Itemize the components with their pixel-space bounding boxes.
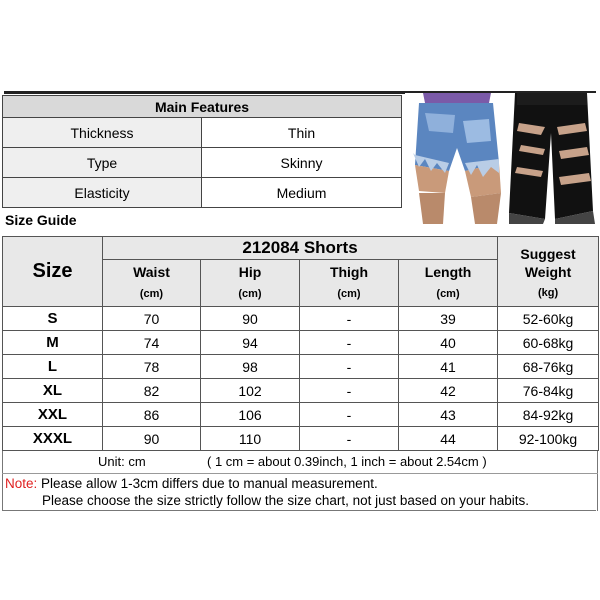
- feature-label: Thickness: [3, 118, 202, 148]
- note-line-1: [5, 475, 378, 492]
- size-column-header: Size: [3, 237, 103, 307]
- length-column-header: [399, 260, 498, 307]
- weight-column-header: [498, 237, 599, 307]
- thigh-cell: -: [300, 427, 399, 451]
- column-name: Length: [424, 264, 472, 280]
- hip-column-header: [201, 260, 300, 307]
- hip-cell: 90: [201, 307, 300, 331]
- size-cell: M: [3, 331, 103, 355]
- feature-row: [3, 118, 402, 148]
- weight-cell: 92-100kg: [498, 427, 599, 451]
- column-unit: (cm): [337, 288, 361, 300]
- size-chart-table: [2, 236, 599, 451]
- waist-cell: 86: [103, 403, 201, 427]
- hip-cell: 94: [201, 331, 300, 355]
- waist-cell: 82: [103, 379, 201, 403]
- table-row: [3, 427, 599, 451]
- weight-cell: 60-68kg: [498, 331, 599, 355]
- hip-cell: 102: [201, 379, 300, 403]
- weight-cell: 76-84kg: [498, 379, 599, 403]
- weight-cell: 68-76kg: [498, 355, 599, 379]
- table-row: [3, 355, 599, 379]
- length-cell: 42: [399, 379, 498, 403]
- column-unit: (cm): [139, 288, 164, 300]
- column-unit: (cm): [436, 288, 460, 300]
- waist-cell: 70: [103, 307, 201, 331]
- unit-text: Unit: cm: [98, 454, 146, 469]
- weight-header-label: Suggest Weight: [520, 245, 576, 280]
- feature-label: Type: [3, 148, 202, 178]
- length-cell: 41: [399, 355, 498, 379]
- feature-value: Skinny: [202, 148, 402, 178]
- hip-cell: 98: [201, 355, 300, 379]
- conversion-text: ( 1 cm = about 0.39inch, 1 inch = about 2.54cm ): [207, 454, 487, 469]
- main-features-table: [2, 95, 402, 208]
- table-row: [3, 307, 599, 331]
- column-name: Waist: [133, 264, 170, 280]
- thigh-column-header: [300, 260, 399, 307]
- waist-cell: 90: [103, 427, 201, 451]
- unit-line: [2, 451, 598, 474]
- feature-value: Medium: [202, 178, 402, 208]
- table-row: [3, 403, 599, 427]
- feature-label: Elasticity: [3, 178, 202, 208]
- note-prefix: Note:: [5, 476, 38, 491]
- product-title: 212084 Shorts: [103, 237, 498, 260]
- weight-cell: 52-60kg: [498, 307, 599, 331]
- hip-cell: 106: [201, 403, 300, 427]
- waist-cell: 78: [103, 355, 201, 379]
- size-cell: S: [3, 307, 103, 331]
- size-cell: L: [3, 355, 103, 379]
- waist-column-header: [103, 260, 201, 307]
- length-cell: 44: [399, 427, 498, 451]
- waist-cell: 74: [103, 331, 201, 355]
- feature-row: [3, 148, 402, 178]
- column-name: Thigh: [329, 264, 369, 280]
- shorts-photo-image: [405, 93, 596, 224]
- length-cell: 43: [399, 403, 498, 427]
- feature-value: Thin: [202, 118, 402, 148]
- column-name: Hip: [238, 264, 262, 280]
- length-cell: 39: [399, 307, 498, 331]
- notes-block: [2, 474, 596, 511]
- size-cell: XL: [3, 379, 103, 403]
- main-features-title: Main Features: [3, 96, 402, 118]
- note-text-1: Please allow 1-3cm differs due to manual measurement.: [37, 476, 378, 491]
- size-cell: XXXL: [3, 427, 103, 451]
- note-line-2: Please choose the size strictly follow the size chart, not just based on your habits.: [42, 493, 530, 508]
- table-row: [3, 379, 599, 403]
- size-guide-label: Size Guide: [5, 212, 77, 228]
- column-unit: (cm): [238, 288, 262, 300]
- length-cell: 40: [399, 331, 498, 355]
- feature-row: [3, 178, 402, 208]
- product-photos: [405, 93, 596, 224]
- size-cell: XXL: [3, 403, 103, 427]
- hip-cell: 110: [201, 427, 300, 451]
- thigh-cell: -: [300, 355, 399, 379]
- thigh-cell: -: [300, 379, 399, 403]
- thigh-cell: -: [300, 307, 399, 331]
- table-row: [3, 331, 599, 355]
- thigh-cell: -: [300, 331, 399, 355]
- weight-cell: 84-92kg: [498, 403, 599, 427]
- weight-unit: (kg): [537, 286, 559, 299]
- thigh-cell: -: [300, 403, 399, 427]
